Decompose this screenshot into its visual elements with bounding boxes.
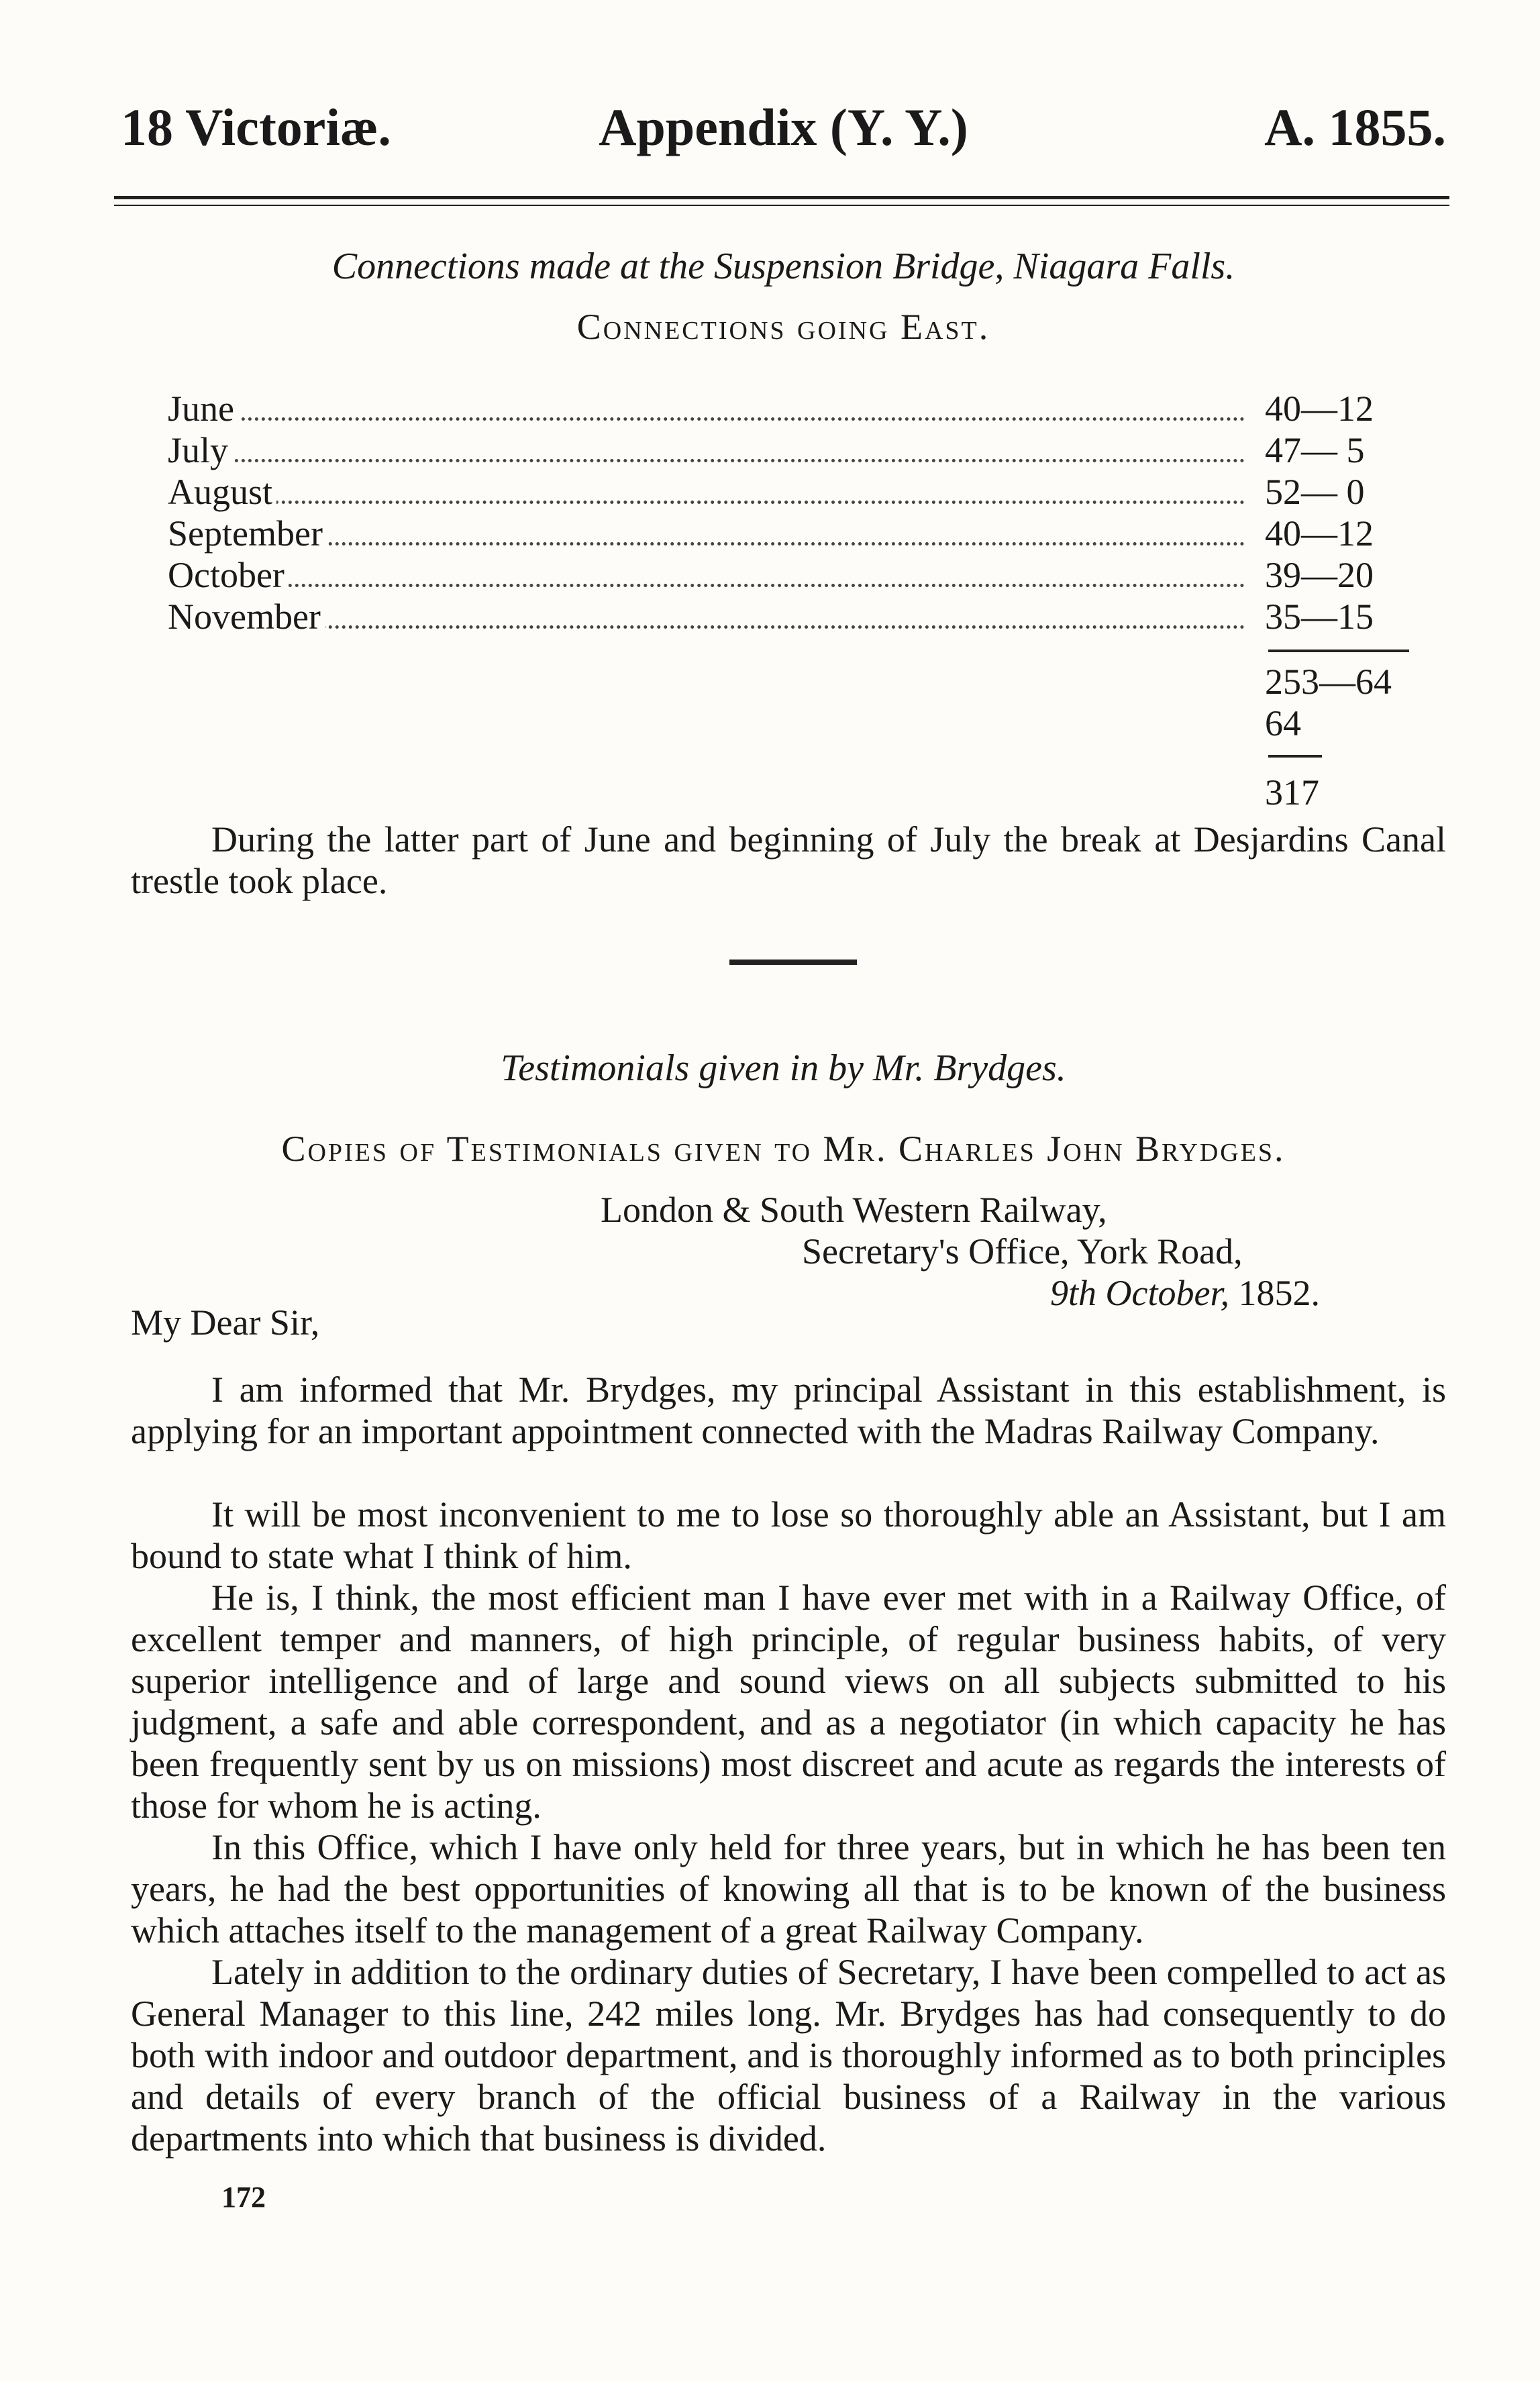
month-value: 40—12: [1265, 389, 1374, 429]
header-appendix: Appendix (Y. Y.): [599, 98, 968, 156]
month-label: August: [168, 471, 276, 513]
month-value: 52— 0: [1265, 472, 1365, 512]
month-row-october: [168, 554, 1413, 596]
header-rule-thin: [114, 205, 1449, 206]
leader-dots: [168, 584, 1245, 587]
letter-paragraph: It will be most inconvenient to me to lose so thoroughly able an Assistant, but I am bound to state what I think of him.: [131, 1494, 1446, 1576]
leader-dots: [168, 625, 1245, 629]
month-value: 47— 5: [1265, 430, 1365, 470]
letter-paragraph: He is, I think, the most efficient man I have ever met with in a Railway Office, of excellent temper and manners, of high principle, of regular business habits, of very superior intelligence and of large and sound views on all subjects submitted to his judgment, a safe and able correspondent, and as a negotiator (in which capacity he has been frequently sent by us on missions) most discreet and acute as regards the interests of those for whom he is acting.: [131, 1577, 1446, 1826]
leader-dots: [168, 459, 1245, 462]
month-value: 40—12: [1265, 513, 1374, 554]
carried-value: 64: [1265, 703, 1301, 743]
letter-address-line: London & South Western Railway,: [601, 1190, 1107, 1230]
leader-dots: [168, 542, 1245, 546]
month-label: June: [168, 388, 238, 429]
letter-paragraph: Lately in addition to the ordinary duties of Secretary, I have been compelled to act as General Manager to this line, 242 miles long. Mr. Brydges has had consequently to do both with indoor and outdoor department, and is thoroughly informed as to both principles and details of every branch of the official business of a Railway in the various departments into which that business is divided.: [131, 1952, 1446, 2159]
leader-dots: [168, 417, 1245, 421]
testimonials-title: Testimonials given in by Mr. Brydges.: [501, 1047, 1066, 1089]
letter-date: [1050, 1272, 1320, 1314]
subtotal-value: 253—64: [1265, 662, 1392, 702]
letter-date-day: 9th October,: [1050, 1273, 1229, 1313]
month-label: July: [168, 429, 232, 471]
connections-title: Connections made at the Suspension Bridge, Niagara Falls.: [331, 246, 1235, 287]
month-value: 35—15: [1265, 597, 1374, 637]
month-row-september: [168, 513, 1413, 554]
month-label: September: [168, 513, 327, 554]
month-row-august: [168, 471, 1413, 513]
month-label: October: [168, 554, 289, 596]
letter-address-line: Secretary's Office, York Road,: [802, 1231, 1243, 1272]
connections-subtitle: Connections going East.: [576, 307, 990, 347]
letter-paragraph: I am informed that Mr. Brydges, my principal Assistant in this establishment, is applying for an important appointment connected with the Madras Railway Company.: [131, 1369, 1446, 1451]
sum-rule: [1268, 755, 1322, 758]
page-number: 172: [221, 2181, 266, 2214]
connections-note: During the latter part of June and beginning of July the break at Desjardins Canal trestle took place.: [131, 819, 1446, 901]
total-value: 317: [1265, 772, 1319, 813]
letter-paragraph: In this Office, which I have only held for three years, but in which he has been ten years, he had the best opportunities of knowing all that is to be known of the business which attaches itself to the management of a great Railway Company.: [131, 1827, 1446, 1951]
sum-rule: [1268, 650, 1409, 652]
running-header: [121, 98, 1446, 156]
month-label: November: [168, 596, 325, 637]
header-rule-thick: [114, 196, 1449, 199]
header-regnal-year: 18 Victoriæ.: [121, 98, 391, 156]
letter-date-year: 1852.: [1238, 1273, 1320, 1313]
month-row-july: [168, 429, 1413, 471]
testimonials-subtitle: Copies of Testimonials given to Mr. Charles John Brydges.: [281, 1129, 1286, 1169]
section-divider: [729, 960, 857, 965]
leader-dots: [168, 501, 1245, 504]
header-year: A. 1855.: [1264, 98, 1446, 156]
month-row-november: [168, 596, 1413, 637]
month-row-june: [168, 388, 1413, 429]
letter-salutation: My Dear Sir,: [131, 1302, 320, 1343]
month-value: 39—20: [1265, 555, 1374, 595]
